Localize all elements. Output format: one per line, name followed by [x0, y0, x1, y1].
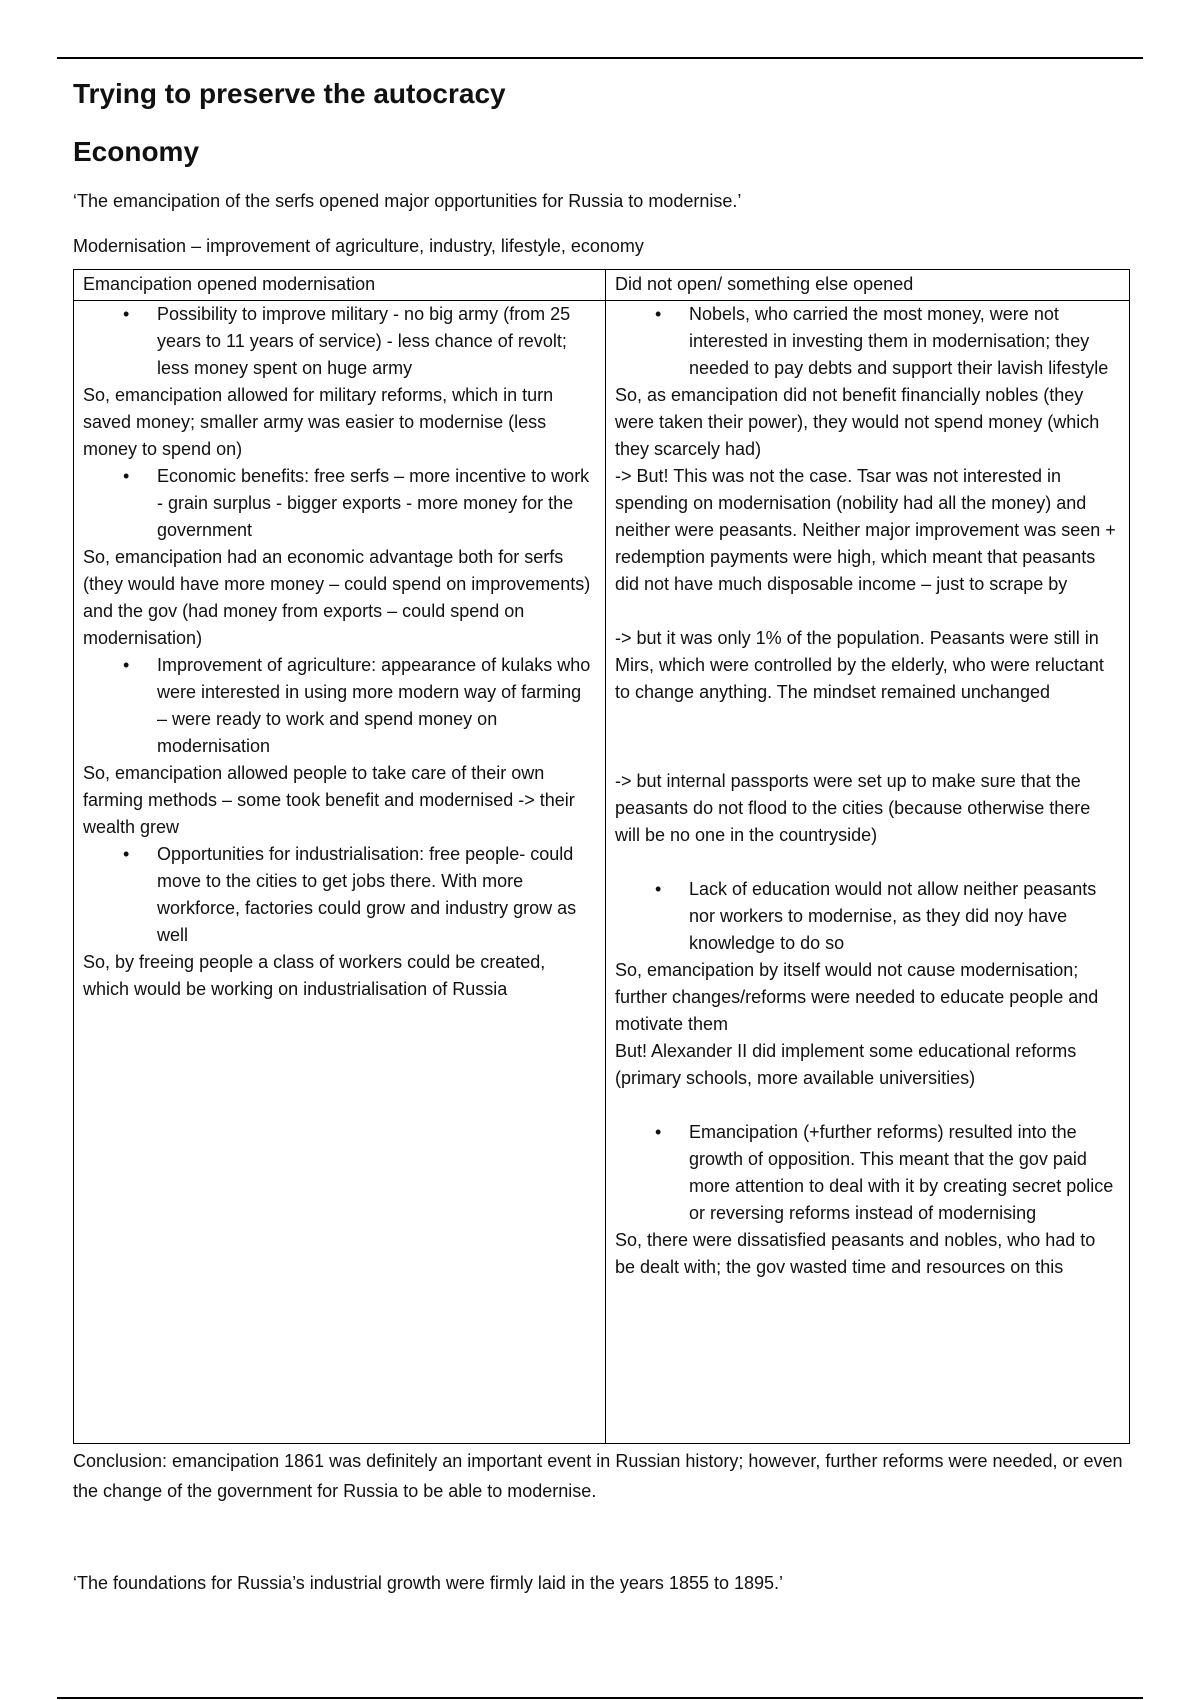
right-bullet-education: Lack of education would not allow neither peasants nor workers to modernise, as they did noy have knowledge to do so	[689, 879, 1097, 953]
comparison-table	[73, 269, 1130, 1444]
right-bullet-nobels: Nobels, who carried the most money, were not interested in investing them in modernisation; they needed to pay debts and support their lavish lifestyle	[689, 304, 1109, 378]
bullet-icon: •	[123, 655, 130, 675]
spacer	[615, 760, 1120, 768]
document-page	[73, 76, 1129, 1596]
left-bullet-economic: Economic benefits: free serfs – more incentive to work - grain surplus - bigger exports - more money for the government	[157, 466, 590, 540]
left-bullet-agriculture: Improvement of agriculture: appearance of kulaks who were interested in using more modern way of farming – were ready to work and spend money on modernisation	[157, 655, 591, 756]
list-item	[83, 841, 596, 949]
bullet-icon: •	[655, 879, 662, 899]
section-heading: Economy	[73, 136, 200, 167]
left-para-economic: So, emancipation had an economic advantage both for serfs (they would have more money – could spend on improvements) and the gov (had money from exports – could spend on modernisation)	[83, 547, 591, 648]
right-para-passports: -> but internal passports were set up to make sure that the peasants do not flood to the cities (because otherwise there will be no one in the countryside)	[615, 771, 1091, 845]
right-para-nobles: So, as emancipation did not benefit financially nobles (they were taken their power), they would not spend money (which they scarcely had)	[615, 385, 1100, 459]
page-title: Trying to preserve the autocracy	[73, 78, 506, 109]
bullet-icon: •	[123, 466, 130, 486]
table-body-row	[74, 301, 1130, 1444]
spacer	[615, 598, 1120, 625]
spacer	[615, 1092, 1120, 1119]
list-item	[83, 463, 596, 544]
right-para-mirs: -> but it was only 1% of the population. Peasants were still in Mirs, which were controlled by the elderly, who were reluctant to change anything. The mindset remained unchanged	[615, 628, 1104, 702]
table-header-row	[74, 270, 1130, 301]
right-column-cell	[606, 301, 1130, 1444]
spacer	[615, 706, 1120, 760]
spacer	[615, 849, 1120, 876]
right-para-alexander: But! Alexander II did implement some educational reforms (primary schools, more available universities)	[615, 1041, 1077, 1088]
left-column-cell	[74, 301, 606, 1444]
list-item	[615, 301, 1120, 382]
header-did-not-open: Did not open/ something else opened	[606, 270, 1130, 301]
right-para-dissatisfied: So, there were dissatisfied peasants and nobles, who had to be dealt with; the gov wasted time and resources on this	[615, 1230, 1096, 1277]
header-emancipation-opened: Emancipation opened modernisation	[74, 270, 606, 301]
bullet-icon: •	[123, 844, 130, 864]
list-item	[83, 652, 596, 760]
top-rule	[57, 57, 1143, 59]
list-item	[83, 301, 596, 382]
list-item	[615, 876, 1120, 957]
left-para-military: So, emancipation allowed for military reforms, which in turn saved money; smaller army was easier to modernise (less money to spend on)	[83, 385, 554, 459]
bottom-rule	[57, 1697, 1143, 1699]
bullet-icon: •	[123, 304, 130, 324]
right-para-education: So, emancipation by itself would not cause modernisation; further changes/reforms were needed to educate people and motivate them	[615, 960, 1099, 1034]
essay-question-2: ‘The foundations for Russia’s industrial growth were firmly laid in the years 1855 to 1895.’	[73, 1573, 784, 1593]
conclusion-paragraph: Conclusion: emancipation 1861 was definitely an important event in Russian history; however, further reforms were needed, or even the change of the government for Russia to be able to modernise.	[73, 1451, 1123, 1501]
left-bullet-military: Possibility to improve military - no big army (from 25 years to 11 years of service) - less chance of revolt; less money spent on huge army	[157, 304, 571, 378]
list-item	[615, 1119, 1120, 1227]
essay-question-1: ‘The emancipation of the serfs opened major opportunities for Russia to modernise.’	[73, 191, 742, 211]
definition-line: Modernisation – improvement of agriculture, industry, lifestyle, economy	[73, 236, 644, 256]
right-bullet-opposition: Emancipation (+further reforms) resulted into the growth of opposition. This meant that the gov paid more attention to deal with it by creating secret police or reversing reforms instead of modernising	[689, 1122, 1114, 1223]
bullet-icon: •	[655, 1122, 662, 1142]
left-bullet-industrialisation: Opportunities for industrialisation: free people- could move to the cities to get jobs there. With more workforce, factories could grow and industry grow as well	[157, 844, 577, 945]
left-para-agriculture: So, emancipation allowed people to take care of their own farming methods – some took benefit and modernised -> their wealth grew	[83, 763, 575, 837]
bullet-icon: •	[655, 304, 662, 324]
left-para-industrialisation: So, by freeing people a class of workers could be created, which would be working on industrialisation of Russia	[83, 952, 546, 999]
right-para-tsar: -> But! This was not the case. Tsar was not interested in spending on modernisation (nobility had all the money) and neither were peasants. Neither major improvement was seen + redemption payments were high, which meant that peasants did not have much disposable income – just to scrape by	[615, 466, 1116, 594]
